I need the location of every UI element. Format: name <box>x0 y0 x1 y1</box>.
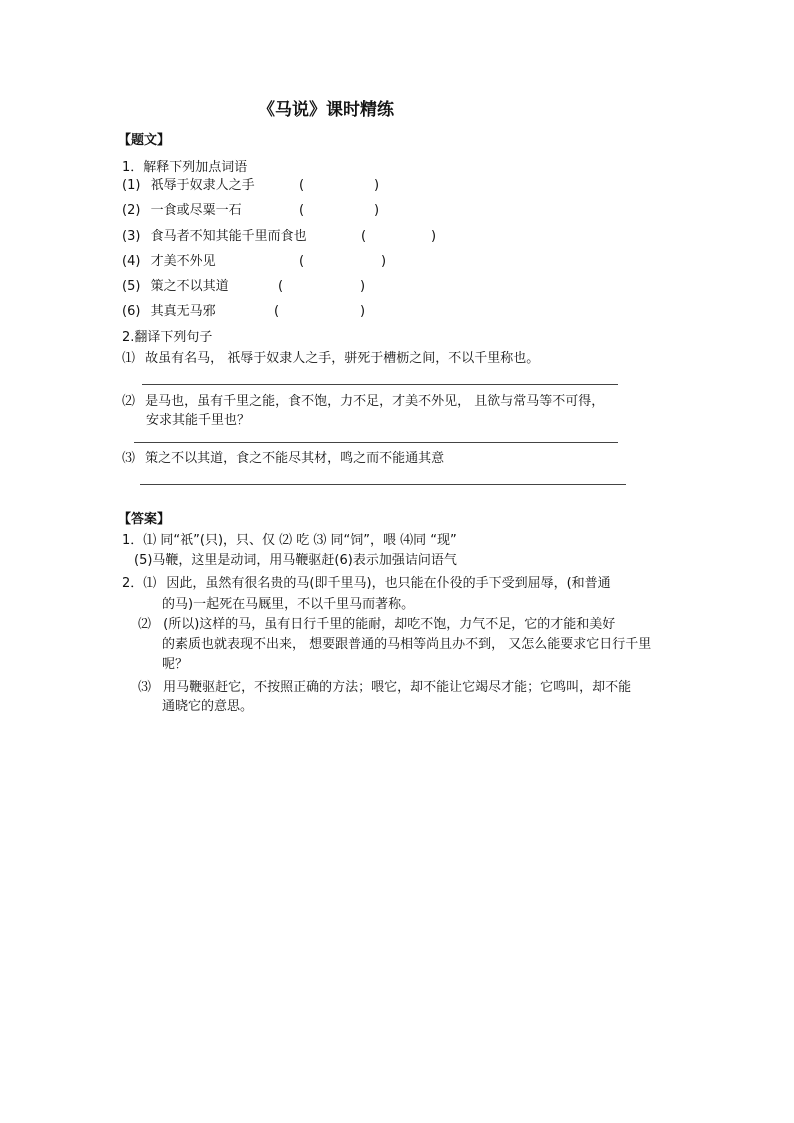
item-number: (3) <box>122 229 141 244</box>
p1-item-4 <box>122 253 216 271</box>
page-title: 《马说》课时精练 <box>258 100 394 120</box>
blank-paren-close-4: ) <box>381 254 387 269</box>
answer-part2-item-2 <box>138 616 615 634</box>
p1-item-2 <box>122 202 242 220</box>
answer-part1-line-1: 1．⑴ 同“祇”(只)，只、仅 ⑵ 吃 ⑶ 同“饲”，喂 ⑷同 “现” <box>122 533 457 548</box>
blank-paren-close-5: ) <box>360 279 366 294</box>
p2-item-3 <box>122 450 444 468</box>
question-header: 【题文】 <box>118 133 171 148</box>
item-number: ⑴ <box>122 351 136 366</box>
item-number: ⑶ <box>122 451 136 466</box>
answer-line-2 <box>134 442 618 443</box>
item-text: 一食或尽粟一石 <box>150 203 242 218</box>
item-number: (1) <box>122 178 141 193</box>
item-number: (4) <box>122 254 141 269</box>
blank-paren-open-4: ( <box>299 254 305 269</box>
item-text: 才美不外见 <box>150 254 216 269</box>
item-line: 故虽有名马， 祇辱于奴隶人之手，骈死于槽枥之间，不以千里称也。 <box>145 351 540 366</box>
part2-heading: 2.翻译下列句子 <box>122 330 213 345</box>
item-text: 祇辱于奴隶人之手 <box>150 178 255 193</box>
p1-item-5 <box>122 278 229 296</box>
blank-paren-open-3: ( <box>361 229 367 244</box>
answer-part2-item-2-line-3: 呢？ <box>162 657 189 672</box>
item-number: (6) <box>122 304 141 319</box>
item-number: ⑵ <box>122 394 136 409</box>
answer-part1-line-2: (5)马鞭，这里是动词，用马鞭驱赶(6)表示加强诘问语气 <box>134 553 457 568</box>
blank-paren-close-6: ) <box>360 304 366 319</box>
answer-part2-item-3-line-2: 通晓它的意思。 <box>162 699 254 714</box>
item-line: 策之不以其道，食之不能尽其材，鸣之而不能通其意 <box>145 451 445 466</box>
blank-paren-open-2: ( <box>299 203 305 218</box>
answer-line-3 <box>140 484 626 485</box>
p1-item-6 <box>122 303 216 321</box>
item-number: ⑶ <box>138 680 152 695</box>
item-text: 其真无马邪 <box>150 304 216 319</box>
item-number: (2) <box>122 203 141 218</box>
item-number: 2．⑴ <box>122 576 157 591</box>
p2-item-1 <box>122 350 539 368</box>
p2-item-2 <box>122 393 604 411</box>
answer-header: 【答案】 <box>118 512 171 527</box>
p1-item-1 <box>122 177 255 195</box>
item-line: 用马鞭驱赶它，不按照正确的方法；喂它，却不能让它竭尽才能；它鸣叫，却不能 <box>163 680 632 695</box>
item-number: ⑵ <box>138 617 152 632</box>
part1-heading: 1．解释下列加点词语 <box>122 160 248 175</box>
answer-part2-item-1-line-2: 的马)一起死在马厩里，不以千里马而著称。 <box>162 597 415 612</box>
p2-item-2-line-2: 安求其能千里也？ <box>146 413 251 428</box>
answer-part2-item-2-line-2: 的素质也就表现不出来， 想要跟普通的马相等尚且办不到， 又怎么能要求它日行千里 <box>162 637 652 652</box>
item-line: 因此，虽然有很名贵的马(即千里马)，也只能在仆役的手下受到屈辱，(和普通 <box>166 576 611 591</box>
p1-item-3 <box>122 228 307 246</box>
answer-part2-item-1 <box>122 575 611 593</box>
item-text: 食马者不知其能千里而食也 <box>150 229 307 244</box>
blank-paren-close-1: ) <box>374 178 380 193</box>
blank-paren-open-6: ( <box>274 304 280 319</box>
blank-paren-close-3: ) <box>431 229 437 244</box>
item-line: 是马也，虽有千里之能，食不饱，力不足，才美不外见， 且欲与常马等不可得， <box>145 394 605 409</box>
item-line: (所以)这样的马，虽有日行千里的能耐，却吃不饱，力气不足，它的才能和美好 <box>163 617 616 632</box>
blank-paren-open-5: ( <box>278 279 284 294</box>
answer-line-1 <box>142 384 618 385</box>
blank-paren-open-1: ( <box>299 178 305 193</box>
blank-paren-close-2: ) <box>374 203 380 218</box>
answer-part2-item-3 <box>138 679 631 697</box>
item-number: (5) <box>122 279 141 294</box>
item-text: 策之不以其道 <box>150 279 229 294</box>
